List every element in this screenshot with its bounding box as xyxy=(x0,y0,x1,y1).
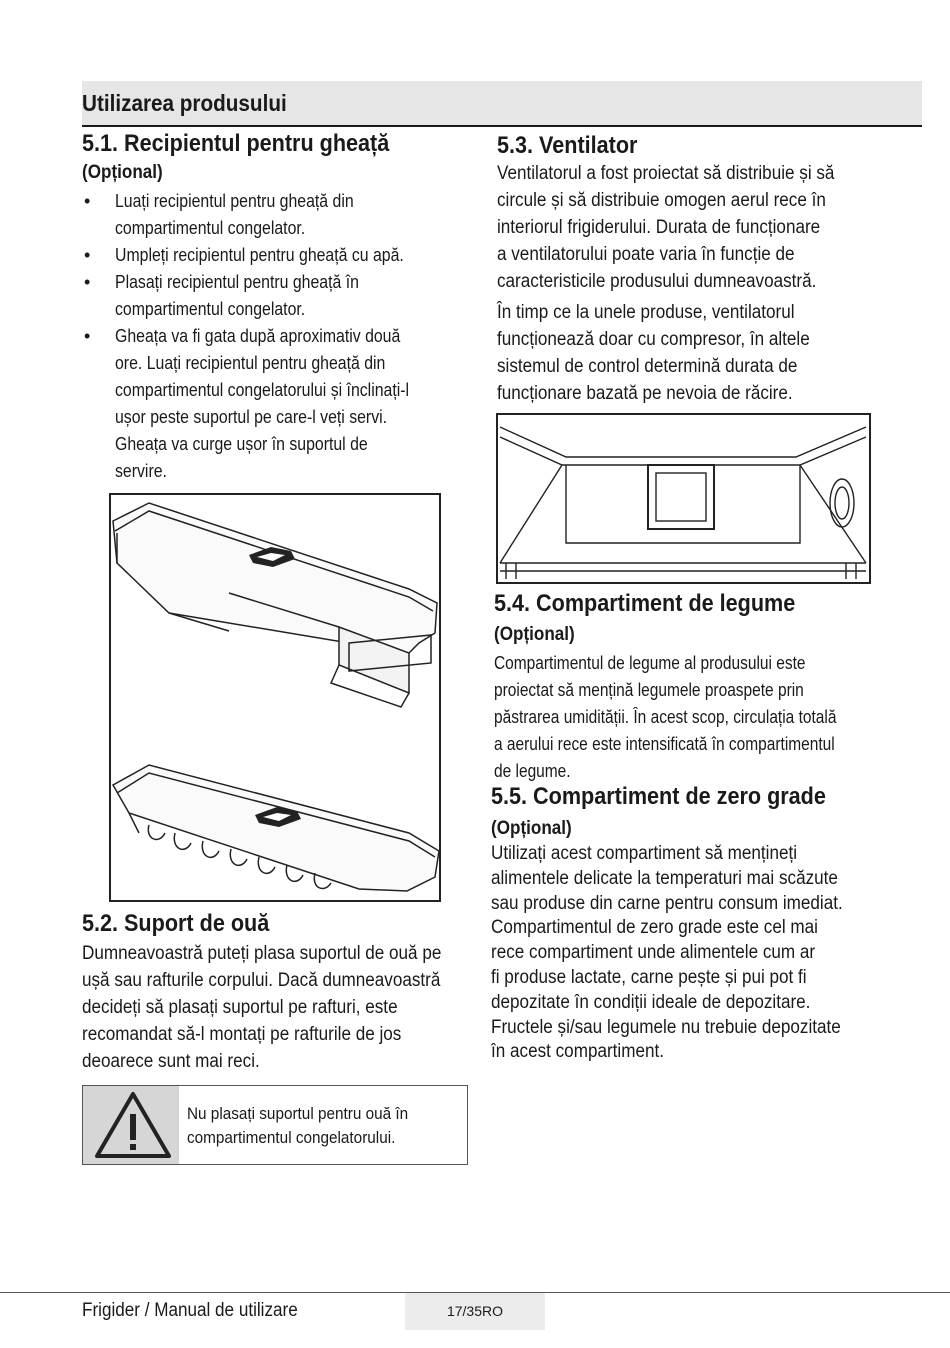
text-line-content: Utilizați acest compartiment să mențineți xyxy=(491,843,798,864)
text-line-content: compartimentul congelatorului și înclinați-l xyxy=(115,380,410,400)
list-item xyxy=(84,188,464,242)
text-line-content: compartimentul congelator. xyxy=(115,218,306,238)
egg-holder-paragraph xyxy=(82,940,481,1075)
text-line-content: ușor peste suportul pe care-l veți servi. xyxy=(115,407,388,427)
text-line-content: ușă sau rafturile corpului. Dacă dumneavoastră xyxy=(82,970,441,991)
text-line-content: de legume. xyxy=(494,761,571,781)
warning-icon-panel xyxy=(83,1086,179,1164)
zero-degree-paragraph xyxy=(491,842,882,1065)
bullet-marker: • xyxy=(84,191,91,211)
optional-label-5-4: (Opțional) xyxy=(494,624,575,645)
section-header-rule xyxy=(82,125,922,127)
fan-paragraph-2 xyxy=(497,299,844,407)
text-line xyxy=(491,1016,882,1041)
text-line-content: sistemul de control determină durata de xyxy=(497,356,798,377)
text-line-content: ore. Luați recipientul pentru gheață din xyxy=(115,353,386,373)
text-line xyxy=(497,326,844,353)
text-line xyxy=(497,268,872,295)
bullet-marker: • xyxy=(84,272,91,292)
text-line-content: recomandat să-l montați pe rafturile de jos xyxy=(82,1024,402,1045)
bullet-marker: • xyxy=(84,245,91,265)
text-line-content: în acest compartiment. xyxy=(491,1041,664,1063)
text-line-content: compartimentul congelator. xyxy=(115,299,306,319)
text-line xyxy=(115,188,464,215)
text-line-content: decideți să plasați suportul pe rafturi, este xyxy=(82,997,398,1018)
text-line xyxy=(115,404,464,431)
text-line-content: funcționare bazată pe nevoia de răcire. xyxy=(497,383,793,404)
text-line-content: Dumneavoastră puteți plasa suportul de ouă pe xyxy=(82,943,442,964)
text-line xyxy=(491,892,882,917)
optional-label-5-5: (Opțional) xyxy=(491,818,572,839)
text-line xyxy=(494,650,892,677)
text-line-content: caracteristicile produsului dumneavoastră. xyxy=(497,271,817,292)
text-line-content: a aerului rece este intensificată în compartimentul xyxy=(494,734,835,754)
text-line xyxy=(491,916,882,941)
text-line-content: deoarece sunt mai reci. xyxy=(82,1051,260,1072)
text-line xyxy=(82,994,481,1021)
text-line-content: Gheața va curge ușor în suportul de xyxy=(115,434,368,454)
text-line xyxy=(115,269,464,296)
list-item xyxy=(84,269,464,323)
text-line xyxy=(82,967,481,994)
text-line xyxy=(491,991,882,1016)
text-line-content: Plasați recipientul pentru gheață în xyxy=(115,272,359,292)
heading-5-5: 5.5. Compartiment de zero grade xyxy=(491,783,826,810)
text-line-content: a ventilatorului poate varia în funcție de xyxy=(497,244,795,265)
warning-triangle-icon xyxy=(83,1086,179,1164)
text-line xyxy=(491,941,882,966)
text-line xyxy=(491,867,882,892)
fan-compartment-illustration xyxy=(496,413,871,584)
page-number: 17/35RO xyxy=(446,1303,504,1319)
text-line xyxy=(497,214,872,241)
text-line xyxy=(82,1048,481,1075)
text-line-content: proiectat să mențină legumele proaspete prin xyxy=(494,680,804,700)
text-line-content: sau produse din carne pentru consum imediat. xyxy=(491,892,843,914)
text-line-content: rece compartiment unde alimentele cum ar xyxy=(491,942,816,964)
text-line-content: Umpleți recipientul pentru gheață cu apă. xyxy=(115,245,404,265)
text-line xyxy=(115,323,464,350)
text-line xyxy=(497,187,872,214)
section-title: Utilizarea produsului xyxy=(82,90,287,116)
text-line-content: circule și să distribuie omogen aerul rece în xyxy=(497,190,826,211)
text-line-content: păstrarea umidității. În acest scop, circulația totală xyxy=(494,707,837,727)
heading-5-1: 5.1. Recipientul pentru gheață xyxy=(82,130,390,157)
optional-label-5-1: (Opțional) xyxy=(82,162,163,183)
text-line xyxy=(115,242,464,269)
text-line xyxy=(494,758,892,785)
text-line xyxy=(497,299,844,326)
text-line-content: alimentele delicate la temperaturi mai scăzute xyxy=(491,867,838,889)
text-line-content: servire. xyxy=(115,461,167,481)
text-line xyxy=(497,241,872,268)
fan-paragraph-1 xyxy=(497,160,872,295)
text-line xyxy=(82,1021,481,1048)
text-line-content: Fructele și/sau legumele nu trebuie depozitate xyxy=(491,1016,841,1038)
text-line xyxy=(115,458,464,485)
warning-text xyxy=(187,1102,467,1150)
text-line xyxy=(491,966,882,991)
ice-tray-steps-list xyxy=(84,188,464,485)
text-line-content: depozitate în condiții ideale de depozitare. xyxy=(491,991,811,1013)
text-line xyxy=(115,350,464,377)
text-line-content: Nu plasați suportul pentru ouă în xyxy=(187,1104,409,1123)
text-line-content: Ventilatorul a fost proiectat să distribuie și să xyxy=(497,163,835,184)
text-line-content: Gheața va fi gata după aproximativ două xyxy=(115,326,401,346)
ice-tray-illustration xyxy=(109,493,441,902)
text-line xyxy=(115,431,464,458)
footer-doc-title: Frigider / Manual de utilizare xyxy=(82,1300,298,1321)
text-line xyxy=(187,1104,433,1123)
list-item xyxy=(84,242,464,269)
bullet-marker: • xyxy=(84,326,91,346)
text-line xyxy=(491,1040,882,1065)
text-line-content: Compartimentul de zero grade este cel mai xyxy=(491,917,818,939)
text-line xyxy=(497,160,872,187)
heading-5-2: 5.2. Suport de ouă xyxy=(82,910,270,937)
text-line xyxy=(115,215,464,242)
vegetable-paragraph xyxy=(494,650,892,785)
text-line xyxy=(82,940,481,967)
text-line-content: În timp ce la unele produse, ventilatorul xyxy=(497,302,795,323)
text-line xyxy=(115,377,464,404)
text-line-content: Compartimentul de legume al produsului este xyxy=(494,653,806,673)
text-line xyxy=(497,353,844,380)
text-line-content: Luați recipientul pentru gheață din xyxy=(115,191,354,211)
text-line-content: funcționează doar cu compresor, în altele xyxy=(497,329,810,350)
text-line xyxy=(497,380,844,407)
warning-box xyxy=(82,1085,468,1165)
heading-5-3: 5.3. Ventilator xyxy=(497,132,638,159)
text-line xyxy=(187,1128,419,1147)
list-item xyxy=(84,323,464,485)
text-line xyxy=(494,731,892,758)
heading-5-4: 5.4. Compartiment de legume xyxy=(494,590,796,617)
text-line xyxy=(491,842,882,867)
text-line-content: fi produse lactate, carne pește și pui pot fi xyxy=(491,966,807,988)
text-line-content: compartimentul congelatorului. xyxy=(187,1128,396,1147)
footer-page-box xyxy=(405,1293,545,1330)
text-line xyxy=(494,704,892,731)
text-line xyxy=(494,677,892,704)
text-line xyxy=(115,296,464,323)
text-line-content: interiorul frigiderului. Durata de funcționare xyxy=(497,217,821,238)
